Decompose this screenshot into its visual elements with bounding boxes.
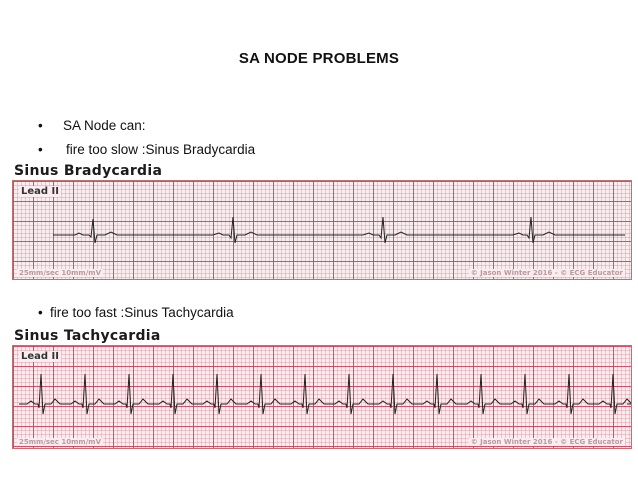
ecg-trace xyxy=(13,346,632,449)
footer-copyright: © Jason Winter 2016 - © ECG Educator xyxy=(470,269,623,277)
ecg-paper xyxy=(12,345,632,449)
slide-title: SA NODE PROBLEMS xyxy=(238,50,400,67)
footer-copyright: © Jason Winter 2016 - © ECG Educator xyxy=(470,438,623,446)
ecg-heading: Sinus Tachycardia xyxy=(14,328,161,344)
bullet-dot: • xyxy=(38,305,43,320)
bullet-dot: • xyxy=(38,142,43,157)
footer-speed: 25mm/sec 10mm/mV xyxy=(19,269,101,277)
bullet-dot: • xyxy=(38,118,43,133)
ecg-trace xyxy=(13,181,632,280)
bullet-text: fire too fast :Sinus Tachycardia xyxy=(50,305,234,320)
bullet-item-sa-node xyxy=(38,118,338,136)
ecg-heading: Sinus Bradycardia xyxy=(14,163,163,179)
bullet-item-tachycardia xyxy=(38,305,338,323)
bullet-text: SA Node can: xyxy=(63,118,146,133)
lead-label: Lead II xyxy=(21,186,59,197)
footer-speed: 25mm/sec 10mm/mV xyxy=(19,438,101,446)
bullet-item-bradycardia xyxy=(38,142,338,160)
ecg-strip-bradycardia xyxy=(12,163,632,283)
bullet-text: fire too slow :Sinus Bradycardia xyxy=(66,142,256,157)
lead-label: Lead II xyxy=(21,351,59,362)
ecg-paper xyxy=(12,180,632,280)
ecg-strip-tachycardia xyxy=(12,328,632,452)
